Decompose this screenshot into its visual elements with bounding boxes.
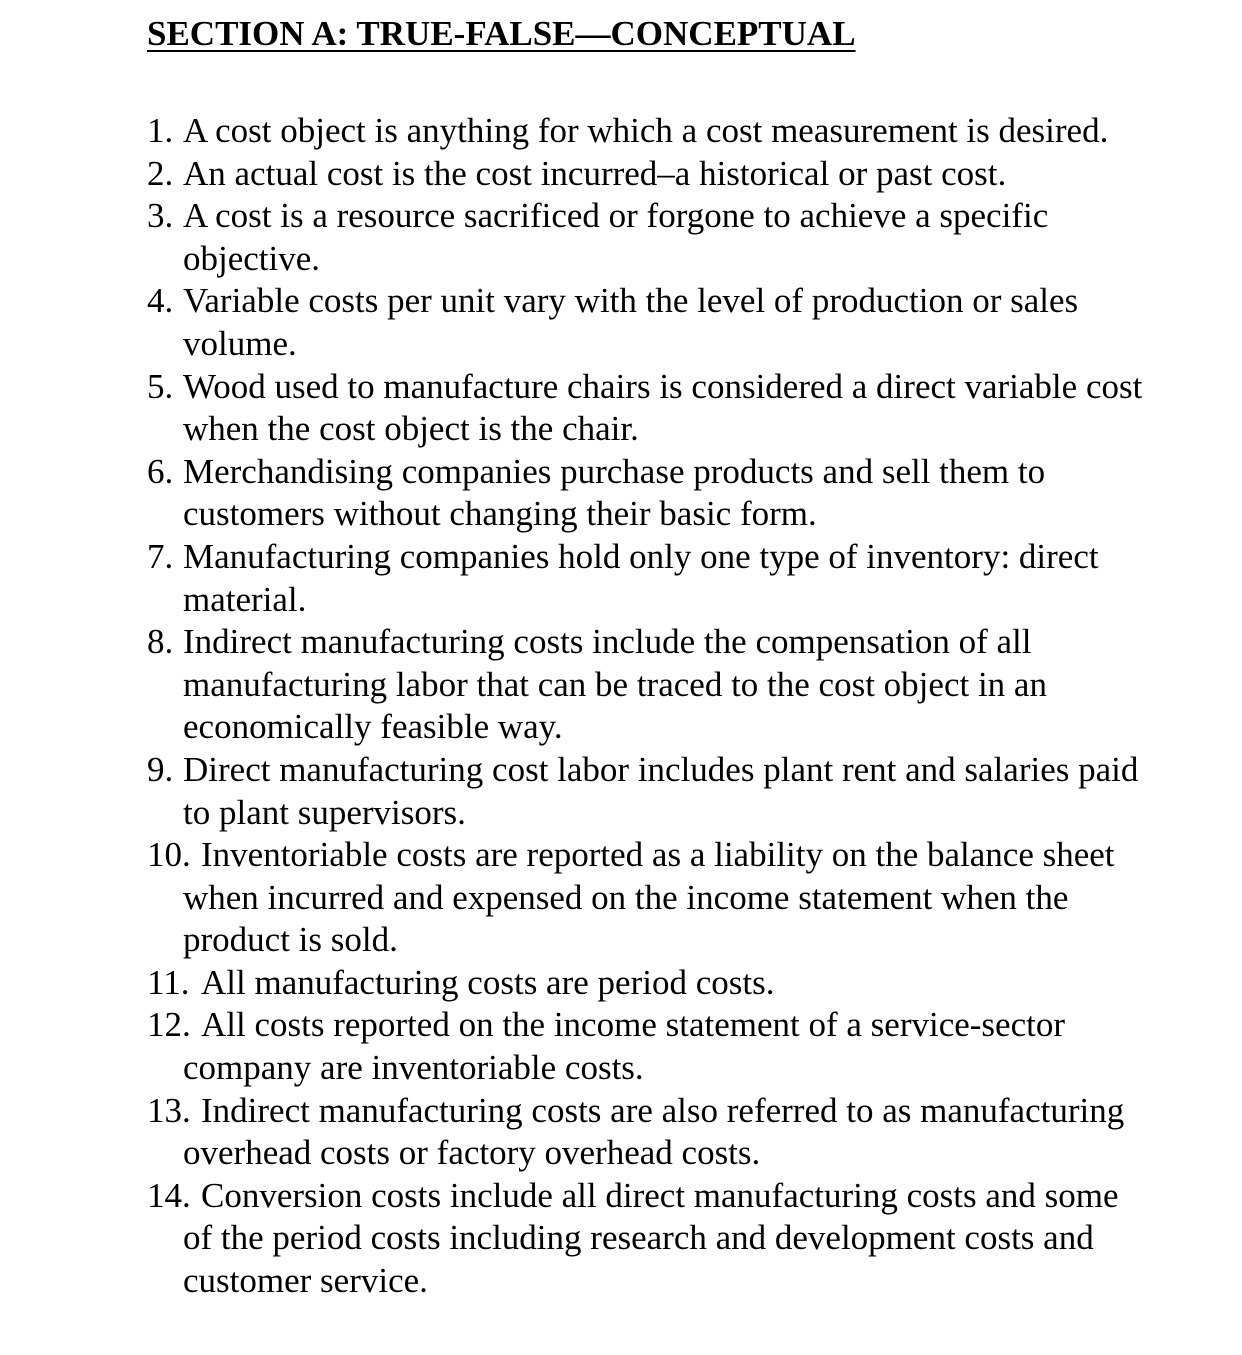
question-item-11	[147, 962, 1147, 1005]
question-item-1	[147, 110, 1147, 153]
question-item-13	[147, 1090, 1147, 1175]
question-text: Indirect manufacturing costs are also referred to as manufacturing overhead costs or factory overhead costs.	[183, 1090, 1125, 1173]
question-item-10	[147, 834, 1147, 962]
question-text: Indirect manufacturing costs include the compensation of all manufacturing labor that can be traced to the cost object in an economically feasible way.	[183, 622, 1047, 747]
question-text: Inventoriable costs are reported as a liability on the balance sheet when incurred and expensed on the income statement when the product is sold.	[183, 835, 1115, 960]
question-text: An actual cost is the cost incurred–a historical or past cost.	[183, 153, 1007, 193]
question-text: Variable costs per unit vary with the level of production or sales volume.	[183, 281, 1079, 363]
question-number: 4.	[147, 281, 174, 321]
question-number: 8.	[147, 622, 174, 662]
question-number: 10.	[147, 835, 191, 875]
question-text: All manufacturing costs are period costs.	[201, 962, 775, 1002]
question-text: Direct manufacturing cost labor includes plant rent and salaries paid to plant supervisors.	[183, 749, 1139, 832]
question-number: 12.	[147, 1005, 191, 1045]
question-item-12	[147, 1004, 1147, 1089]
question-number: 2.	[147, 153, 174, 193]
question-item-6	[147, 451, 1147, 536]
question-number: 6.	[147, 451, 174, 491]
question-text: Conversion costs include all direct manufacturing costs and some of the period costs including research and development costs and customer service.	[183, 1175, 1119, 1301]
question-item-5	[147, 366, 1147, 451]
question-item-9	[147, 749, 1147, 834]
question-text: A cost object is anything for which a cost measurement is desired.	[183, 111, 1109, 150]
document-page	[147, 12, 1147, 1303]
question-number: 13.	[147, 1090, 191, 1130]
question-number: 3.	[147, 196, 174, 236]
question-item-3	[147, 195, 1147, 280]
section-title: SECTION A: TRUE-FALSE—CONCEPTUAL	[147, 14, 856, 53]
question-number: 1.	[147, 111, 174, 150]
question-number: 11.	[147, 962, 190, 1002]
question-number: 7.	[147, 536, 174, 576]
question-text: A cost is a resource sacrificed or forgone to achieve a specific objective.	[183, 196, 1049, 278]
question-text: All costs reported on the income statement of a service-sector company are inventoriable costs.	[183, 1005, 1065, 1088]
question-item-7	[147, 536, 1147, 621]
question-number: 14.	[147, 1175, 191, 1215]
question-list	[147, 110, 1147, 1303]
question-number: 9.	[147, 749, 174, 789]
question-text: Manufacturing companies hold only one type of inventory: direct material.	[183, 536, 1099, 619]
question-text: Merchandising companies purchase products and sell them to customers without changing their basic form.	[183, 451, 1046, 534]
question-item-4	[147, 280, 1147, 365]
question-number: 5.	[147, 366, 174, 406]
question-item-8	[147, 621, 1147, 749]
question-item-14	[147, 1175, 1147, 1303]
question-item-2	[147, 153, 1147, 196]
question-text: Wood used to manufacture chairs is considered a direct variable cost when the cost object is the chair.	[183, 366, 1143, 449]
